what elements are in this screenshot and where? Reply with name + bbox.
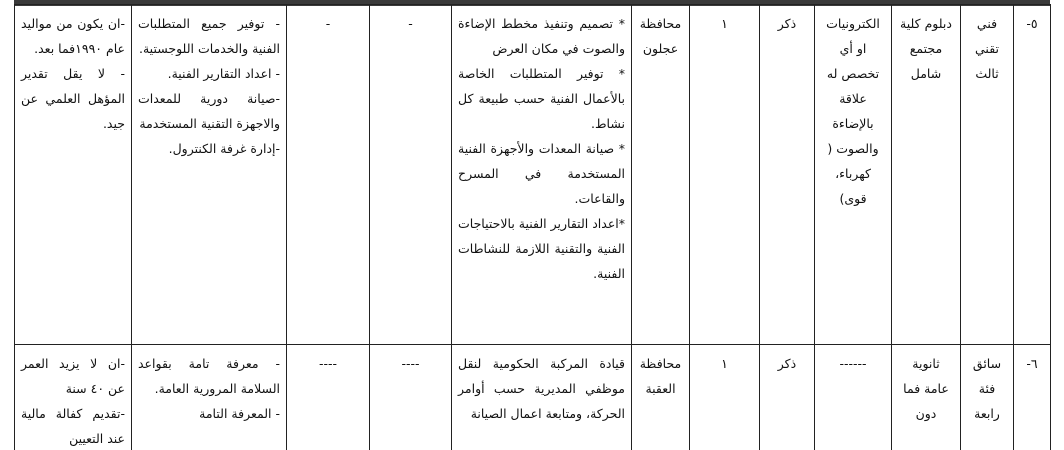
location: محافظة عجلون	[632, 5, 690, 345]
duties-cell	[452, 5, 632, 345]
vacancy-count: ١	[690, 345, 760, 450]
skills-cell	[132, 5, 287, 345]
condition-item: - لا يقل تقدير المؤهل العلمي عن جيد.	[21, 66, 125, 131]
job-title: فني تقني ثالث	[961, 5, 1014, 345]
blank-cell-b: ----	[287, 345, 370, 450]
table-row	[15, 5, 1051, 345]
skill-item: - توفير جميع المتطلبات الفنية والخدمات اللوجستية.	[138, 16, 280, 56]
specialization: الكترونيات او أي تخصص له علاقة بالإضاءة والصوت ( كهرباء، قوى)	[815, 5, 892, 345]
duty-item: * تصميم وتنفيذ مخطط الإضاءة والصوت في مكان العرض	[458, 16, 625, 56]
conditions-cell	[15, 345, 132, 450]
row-number: ٦-	[1014, 345, 1051, 450]
jobs-table	[14, 4, 1051, 450]
skill-item: - معرفة تامة بقواعد السلامة المرورية العامة.	[138, 356, 280, 396]
qualification: دبلوم كلية مجتمع شامل	[892, 5, 961, 345]
specialization: ------	[815, 345, 892, 450]
skills-cell	[132, 345, 287, 450]
blank-cell-b: -	[287, 5, 370, 345]
skill-item: -صيانة دورية للمعدات والاجهزة التقنية المستخدمة	[138, 91, 280, 131]
blank-cell-a: -	[370, 5, 452, 345]
skill-item: -إدارة غرفة الكنترول.	[168, 141, 280, 156]
job-title: سائق فئة رابعة	[961, 345, 1014, 450]
duty-item: * صيانة المعدات والأجهزة الفنية المستخدمة في المسرح والقاعات.	[458, 141, 625, 206]
conditions-cell	[15, 5, 132, 345]
table-row	[15, 345, 1051, 450]
duty-item: * توفير المتطلبات الخاصة بالأعمال الفنية حسب طبيعة كل نشاط.	[458, 66, 625, 131]
gender: ذكر	[760, 5, 815, 345]
qualification: ثانوية عامة فما دون	[892, 345, 961, 450]
blank-cell-a: ----	[370, 345, 452, 450]
condition-item: -ان لا يزيد العمر عن ٤٠ سنة	[21, 356, 125, 396]
vacancy-count: ١	[690, 5, 760, 345]
duty-item: قيادة المركبة الحكومية لنقل موظفي المديرية حسب أوامر الحركة، ومتابعة اعمال الصيانة	[458, 356, 625, 421]
gender: ذكر	[760, 345, 815, 450]
duty-item: *اعداد التقارير الفنية بالاحتياجات الفنية والتقنية اللازمة للنشاطات الفنية.	[458, 216, 625, 281]
condition-item: -تقديم كفالة مالية عند التعيين	[21, 406, 125, 446]
row-number: ٥-	[1014, 5, 1051, 345]
condition-item: -ان يكون من مواليد عام ١٩٩٠فما بعد.	[21, 16, 125, 56]
skill-item: - اعداد التقارير الفنية.	[167, 66, 280, 81]
duties-cell	[452, 345, 632, 450]
location: محافظة العقبة	[632, 345, 690, 450]
skill-item: - المعرفة التامة	[199, 406, 280, 421]
